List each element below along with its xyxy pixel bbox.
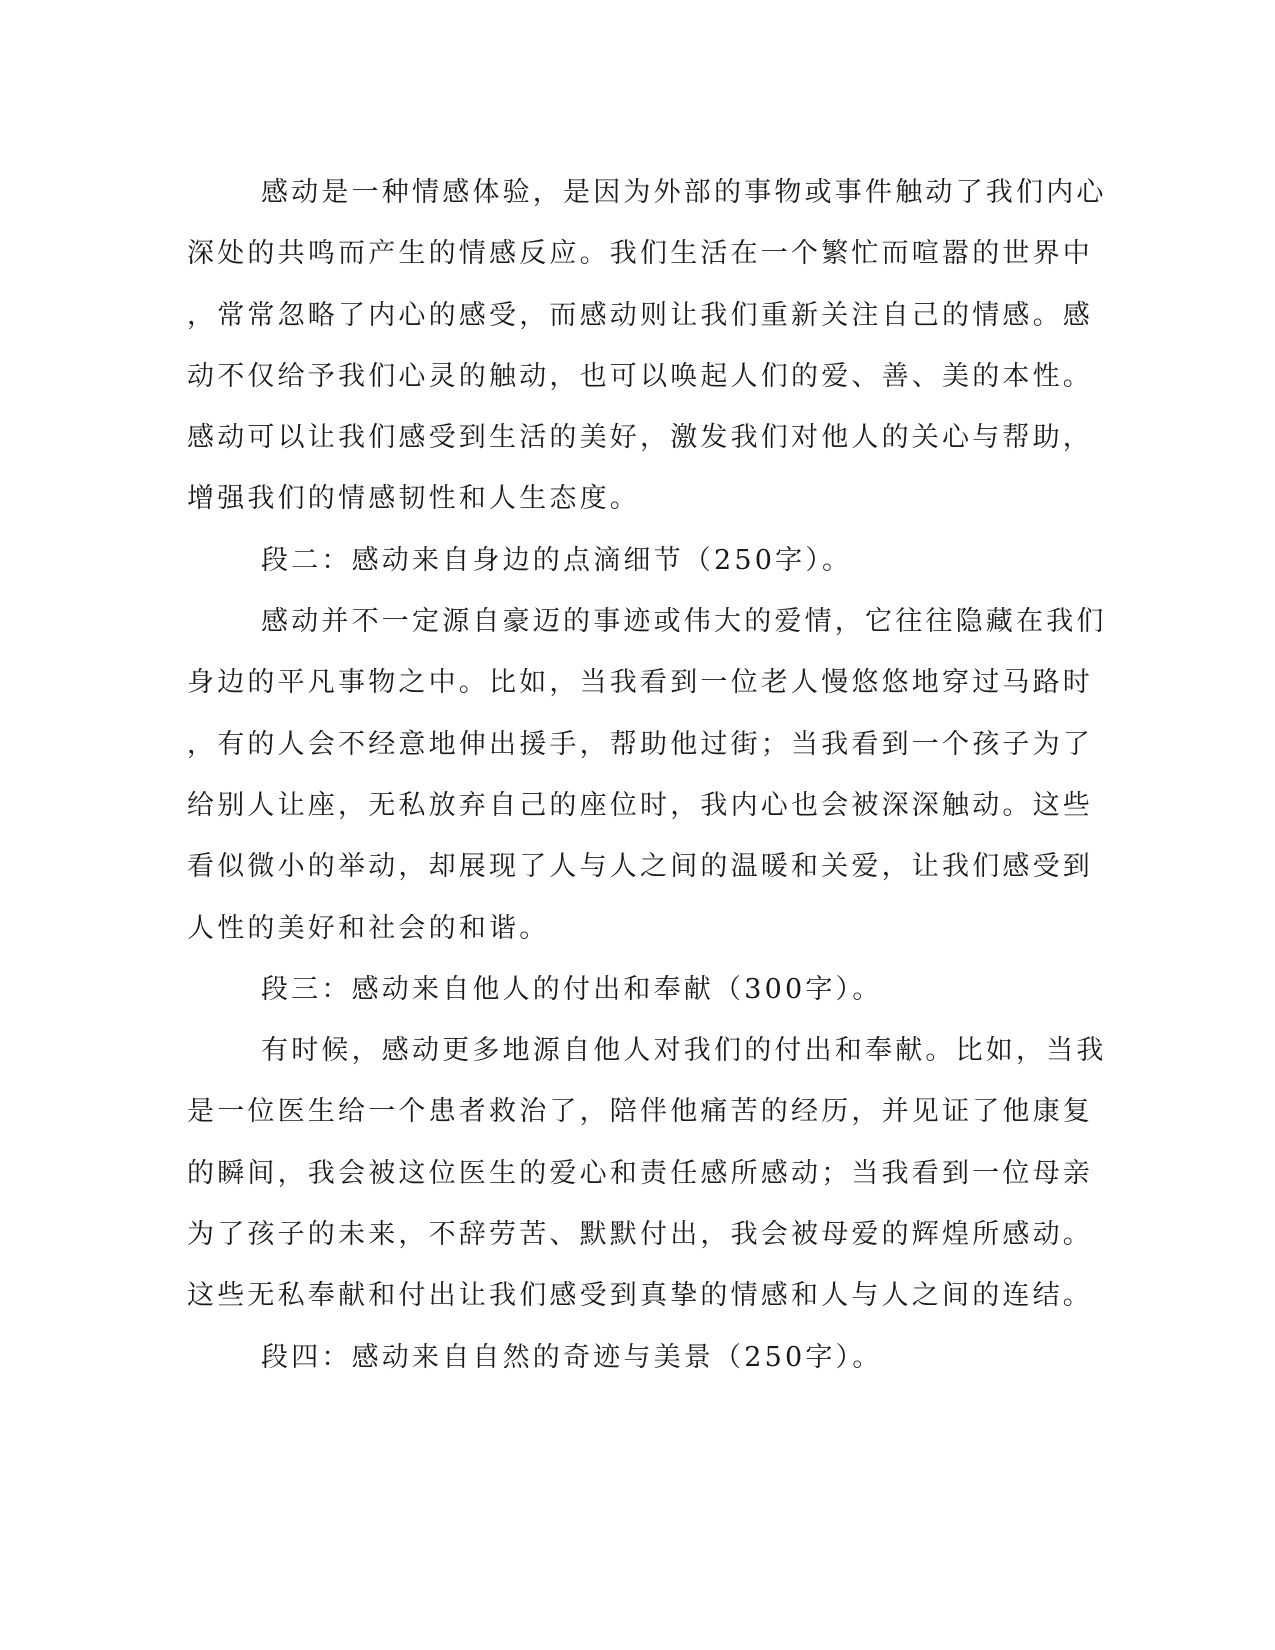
paragraph-2-line-5: 看似微小的举动，却展现了人与人之间的温暖和关爱，让我们感受到 bbox=[187, 851, 1093, 883]
paragraph-1-line-2: 深处的共鸣而产生的情感反应。我们生活在一个繁忙而喧嚣的世界中 bbox=[187, 238, 1093, 270]
paragraph-3-line-1: 有时候，感动更多地源自他人对我们的付出和奉献。比如，当我 bbox=[261, 1035, 1107, 1067]
paragraph-2-line-2: 身边的平凡事物之中。比如，当我看到一位老人慢悠悠地穿过马路时 bbox=[187, 667, 1093, 699]
paragraph-3-line-5: 这些无私奉献和付出让我们感受到真挚的情感和人与人之间的连结。 bbox=[187, 1280, 1093, 1312]
paragraph-1-line-5: 感动可以让我们感受到生活的美好，激发我们对他人的关心与帮助， bbox=[187, 422, 1093, 454]
paragraph-2-line-1: 感动并不一定源自豪迈的事迹或伟大的爱情，它往往隐藏在我们 bbox=[261, 606, 1107, 638]
section-heading-2: 段二：感动来自身边的点滴细节（250字）。 bbox=[261, 544, 853, 576]
section-heading-3: 段三：感动来自他人的付出和奉献（300字）。 bbox=[261, 973, 883, 1005]
paragraph-3-line-2: 是一位医生给一个患者救治了，陪伴他痛苦的经历，并见证了他康复 bbox=[187, 1096, 1093, 1128]
body-text bbox=[187, 162, 1107, 1388]
paragraph-3-line-4: 为了孩子的未来，不辞劳苦、默默付出，我会被母爱的辉煌所感动。 bbox=[187, 1219, 1093, 1251]
paragraph-2-line-3: ，有的人会不经意地伸出援手，帮助他过街；当我看到一个孩子为了 bbox=[187, 728, 1093, 760]
paragraph-1-line-1: 感动是一种情感体验，是因为外部的事物或事件触动了我们内心 bbox=[261, 177, 1107, 208]
section-heading-4: 段四：感动来自自然的奇迹与美景（250字）。 bbox=[261, 1341, 883, 1373]
paragraph-3-line-3: 的瞬间，我会被这位医生的爱心和责任感所感动；当我看到一位母亲 bbox=[187, 1157, 1093, 1189]
paragraph-2-line-6: 人性的美好和社会的和谐。 bbox=[187, 912, 550, 944]
paragraph-1-line-4: 动不仅给予我们心灵的触动，也可以唤起人们的爱、善、美的本性。 bbox=[187, 360, 1093, 392]
paragraph-1-line-3: ，常常忽略了内心的感受，而感动则让我们重新关注自己的情感。感 bbox=[187, 299, 1093, 331]
paragraph-2-line-4: 给别人让座，无私放弃自己的座位时，我内心也会被深深触动。这些 bbox=[187, 789, 1093, 821]
paragraph-1-line-6: 增强我们的情感韧性和人生态度。 bbox=[187, 483, 640, 515]
